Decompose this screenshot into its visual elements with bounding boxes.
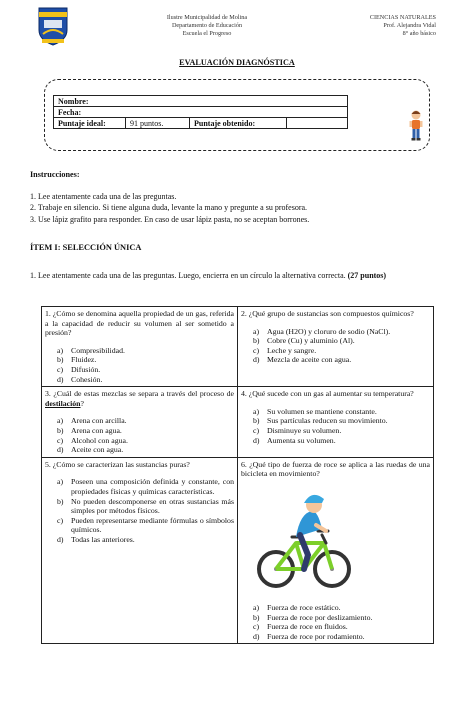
answer-option[interactable] <box>45 445 234 455</box>
options-list <box>45 477 234 544</box>
page-title: EVALUACIÓN DIAGNÓSTICA <box>179 58 295 67</box>
option-text: Fuerza de roce estático. <box>267 602 341 612</box>
option-text: Cobre (Cu) y aluminio (Al). <box>267 336 355 346</box>
option-letter: c) <box>57 364 64 374</box>
date-field[interactable] <box>54 107 348 118</box>
question-stem <box>241 460 430 479</box>
option-text: No pueden descomponerse en otras sustancias más simples por métodos físicos. <box>71 496 234 516</box>
school-subtitle: Escuela el Progreso <box>182 30 232 37</box>
obtained-score-label: Puntaje obtenido: <box>190 118 287 129</box>
question-text: 1. ¿Cómo se denomina aquella propiedad de un gas, referida a la capacidad de reducir su volumen al ser sometido a presión? <box>45 309 234 338</box>
instructions-list <box>30 191 309 225</box>
section-points: (27 puntos) <box>347 271 387 280</box>
obtained-score-field[interactable] <box>287 118 348 129</box>
bicycle-illustration-wrap <box>241 485 430 595</box>
option-text: Sus partículas reducen su movimiento. <box>267 416 388 426</box>
answer-option[interactable] <box>45 365 234 375</box>
answer-option[interactable] <box>45 436 234 446</box>
option-text: Mezcla de aceite con agua. <box>267 355 352 365</box>
options-list <box>241 327 430 365</box>
school-department: Departamento de Educación <box>171 22 243 29</box>
answer-option[interactable] <box>241 416 430 426</box>
option-letter: c) <box>253 425 260 435</box>
question-keyword: destilación <box>45 398 81 408</box>
cyclist-icon <box>256 485 352 595</box>
subject-header <box>370 14 436 38</box>
option-text: Arena con arcilla. <box>71 416 127 426</box>
option-letter: d) <box>253 631 260 641</box>
answer-option[interactable] <box>241 355 430 365</box>
question-text: 6. ¿Qué tipo de fuerza de roce se aplica a las ruedas de una bicicleta en movimiento? <box>241 459 430 479</box>
option-letter: b) <box>253 336 260 346</box>
question-text: 5. ¿Cómo se caracterizan las sustancias puras? <box>45 459 190 469</box>
answer-option[interactable] <box>241 336 430 346</box>
answer-option[interactable] <box>241 346 430 356</box>
options-list <box>45 416 234 454</box>
answer-option[interactable] <box>45 477 234 496</box>
option-letter: d) <box>57 374 64 384</box>
option-letter: c) <box>253 622 260 632</box>
option-text: Fuerza de roce en fluidos. <box>267 622 348 632</box>
answer-option[interactable] <box>241 327 430 337</box>
options-list <box>241 603 430 641</box>
option-text: Fuerza de roce por deslizamiento. <box>267 612 373 622</box>
option-letter: b) <box>57 425 64 435</box>
question-text: 4. ¿Qué sucede con un gas al aumentar su temperatura? <box>241 389 414 399</box>
option-letter: c) <box>253 345 260 355</box>
option-text: Pueden representarse mediante fórmulas o símbolos químicos. <box>71 515 234 535</box>
name-field[interactable] <box>54 96 348 107</box>
option-text: Leche y sangre. <box>267 345 317 355</box>
teacher-name: Prof. Alejandra Vidal <box>383 22 436 29</box>
answer-option[interactable] <box>45 355 234 365</box>
options-list <box>45 346 234 384</box>
option-letter: c) <box>57 515 64 525</box>
school-header <box>140 14 274 38</box>
option-text: Difusión. <box>71 364 101 374</box>
option-letter: a) <box>253 406 260 416</box>
option-letter: a) <box>57 345 64 355</box>
school-crest-logo <box>37 6 69 46</box>
option-letter: b) <box>253 416 260 426</box>
option-letter: d) <box>253 355 260 365</box>
instructions-heading: Instrucciones: <box>30 170 80 179</box>
question-stem <box>241 309 430 319</box>
answer-option[interactable] <box>241 436 430 446</box>
answer-option[interactable] <box>45 516 234 535</box>
option-letter: b) <box>57 496 64 506</box>
answer-option[interactable] <box>241 603 430 613</box>
option-text: Alcohol con agua. <box>71 435 128 445</box>
option-text: Cohesión. <box>71 374 103 384</box>
name-label: Nombre: <box>58 96 89 106</box>
option-letter: d) <box>253 435 260 445</box>
answer-option[interactable] <box>45 346 234 356</box>
question-cell <box>238 307 434 387</box>
question-cell <box>42 307 238 387</box>
option-text: Su volumen se mantiene constante. <box>267 406 377 416</box>
section-heading: ÍTEM I: SELECCIÓN ÚNICA <box>30 243 142 252</box>
question-cell <box>42 387 238 458</box>
answer-option[interactable] <box>241 407 430 417</box>
ideal-score-label: Puntaje ideal: <box>54 118 126 129</box>
option-letter: d) <box>57 534 64 544</box>
question-text: 3. ¿Cuál de estas mezclas se separa a través del proceso de <box>45 389 234 399</box>
grade-level: 8° año básico <box>402 30 436 37</box>
option-text: Aceite con agua. <box>71 445 124 455</box>
question-text: 2. ¿Qué grupo de sustancias son compuestos químicos? <box>241 309 414 318</box>
instruction-item: 2. Trabaje en silencio. Si tiene alguna duda, levante la mano y pregunte a su profesora. <box>30 203 308 213</box>
questions-table <box>41 306 434 644</box>
question-cell <box>238 387 434 458</box>
option-text: Compresibilidad. <box>71 345 125 355</box>
question-cell <box>42 457 238 644</box>
question-stem <box>45 309 234 338</box>
option-letter: b) <box>57 355 64 365</box>
answer-option[interactable] <box>45 426 234 436</box>
option-text: Aumenta su volumen. <box>267 435 336 445</box>
option-letter: a) <box>57 477 64 487</box>
option-text: Todas las anteriores. <box>71 534 135 544</box>
option-text: Arena con agua. <box>71 425 122 435</box>
question-stem <box>45 389 234 408</box>
option-letter: a) <box>57 416 64 426</box>
options-list <box>241 407 430 445</box>
question-text-end: ? <box>80 398 84 408</box>
answer-option[interactable] <box>45 497 234 516</box>
answer-option[interactable] <box>45 535 234 545</box>
option-text: Agua (H2O) y cloruro de sodio (NaCl). <box>267 326 391 336</box>
option-letter: b) <box>253 612 260 622</box>
answer-option[interactable] <box>45 375 234 385</box>
instruction-item: 3. Use lápiz grafito para responder. En caso de usar lápiz pasta, no se aceptan borrones. <box>30 214 310 224</box>
option-text: Poseen una composición definida y constante, con propiedades físicas y químicas características. <box>71 477 234 496</box>
option-letter: c) <box>57 435 64 445</box>
option-text: Fluidez. <box>71 355 97 365</box>
instruction-item: 1. Lee atentamente cada una de las preguntas. <box>30 192 177 201</box>
option-text: Fuerza de roce por rodamiento. <box>267 631 365 641</box>
option-letter: d) <box>57 445 64 455</box>
option-letter: a) <box>253 326 260 336</box>
question-cell <box>238 457 434 644</box>
date-label: Fecha: <box>58 107 82 117</box>
student-illustration <box>408 109 424 141</box>
answer-option[interactable] <box>241 613 430 623</box>
ideal-score-value: 91 puntos. <box>126 118 190 129</box>
answer-option[interactable] <box>241 426 430 436</box>
student-info-table <box>53 95 348 129</box>
section-intro-text: 1. Lee atentamente cada una de las preguntas. Luego, encierra en un círculo la alternativa correcta. <box>30 271 346 280</box>
school-name: Ilustre Municipalidad de Molina <box>166 14 248 21</box>
option-letter: a) <box>253 602 260 612</box>
question-stem <box>45 460 234 470</box>
answer-option[interactable] <box>241 632 430 642</box>
section-intro <box>30 270 442 281</box>
subject-name: CIENCIAS NATURALES <box>369 14 436 21</box>
question-stem <box>241 389 430 399</box>
option-text: Disminuye su volumen. <box>267 425 342 435</box>
answer-option[interactable] <box>45 416 234 426</box>
answer-option[interactable] <box>241 622 430 632</box>
